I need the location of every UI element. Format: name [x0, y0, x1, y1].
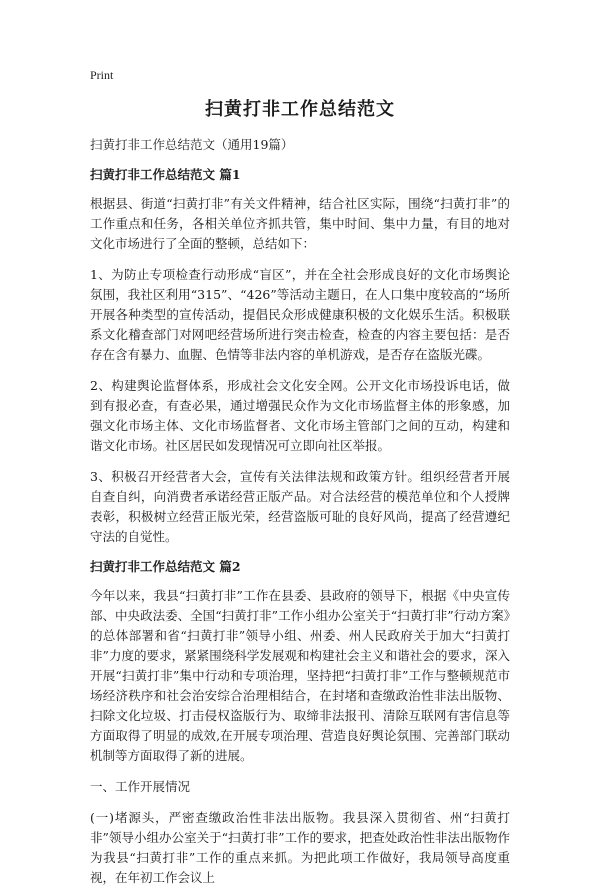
section-2-paragraph: 今年以来，我县“扫黄打非”工作在县委、县政府的领导下，根据《中央宣传部、中央政法委、全国“扫黄打非”工作小组办公室关于“扫黄打非”行动方案》的总体部署和省“扫黄打非”领导小组、州委、州人民政府关于加大“扫黄打非”力度的要求，紧紧围绕科学发展观和构建社会主义和谐社会的要求，深入开展“扫黄打非”集中行动和专项治理，坚持把“扫黄打非”工作与整顿规范市场经济秩序和社会治安综合治理相结合，在封堵和查缴政治性非法出版物、扫除文化垃圾、打击侵权盗版行为、取缔非法报刊、清除互联网有害信息等方面取得了明显的成效,在开展专项治理、营造良好舆论氛围、完善部门联动机制等方面取得了新的进展。: [90, 588, 510, 763]
section-1-paragraph: 根据县、街道“扫黄打非”有关文件精神，结合社区实际，围绕“扫黄打非”的工作重点和任务，各相关单位齐抓共管，集中时间、集中力量，有目的地对文化市场进行了全面的整顿，总结如下：: [90, 196, 510, 251]
print-link[interactable]: Print: [90, 68, 114, 82]
document-title: 扫黄打非工作总结范文: [205, 99, 395, 120]
document-subtitle: 扫黄打非工作总结范文（通用19篇）: [90, 137, 294, 152]
section-2-subheading: 一、工作开展情况: [90, 779, 191, 794]
section-1-paragraph: 3、积极召开经营者大会，宣传有关法律法规和政策方针。组织经营者开展自查自纠，向消费者承诺经营正版产品。对合法经营的模范单位和个人授牌表彰，积极树立经营正版光荣，经营盗版可耻的良好风尚，提高了经营遵纪守法的自觉性。: [90, 469, 510, 544]
section-1-paragraph: 1、为防止专项检查行动形成“盲区”，并在全社会形成良好的文化市场舆论氛围，我社区利用“315”、“426”等活动主题日，在人口集中度较高的“场所开展各种类型的宣传活动，提倡民众形成健康积极的文化娱乐生活。积极联系文化稽查部门对网吧经营场所进行突击检查，检查的内容主要包括：是否存在含有暴力、血腥、色情等非法内容的单机游戏，是否存在盗版光碟。: [90, 267, 510, 362]
section-heading-1: 扫黄打非工作总结范文 篇1: [90, 167, 241, 182]
section-1-paragraph: 2、构建舆论监督体系，形成社会文化安全网。公开文化市场投诉电话，做到有报必查，有查必果，通过增强民众作为文化市场监督主体的形象感，加强文化市场主体、文化市场监督者、文化市场主管部门之间的互动，构建和谐文化市场。社区居民如发现情况可立即向社区举报。: [90, 378, 510, 453]
section-2-paragraph: (一)堵源头，严密查缴政治性非法出版物。我县深入贯彻省、州“扫黄打非”领导小组办公室关于“扫黄打非”工作的要求，把查处政治性非法出版物作为我县“扫黄打非”工作的重点来抓。为把此项工作做好，我局领导高度重视，在年初工作会议上: [90, 810, 510, 885]
section-heading-2: 扫黄打非工作总结范文 篇2: [90, 559, 241, 574]
